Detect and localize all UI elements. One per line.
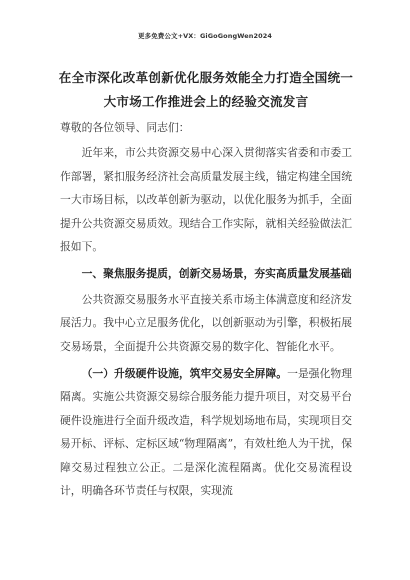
header-note: 更多免费公文+VX：GiGoGongWen2024 <box>138 32 272 40</box>
subsection-lead: （一）升级硬件设施，筑牢交易安全屏障。 <box>81 367 288 381</box>
salutation: 尊敬的各位领导、同志们： <box>60 121 190 134</box>
subsection-paragraph <box>60 362 352 502</box>
document-title: 在全市深化改革创新优化服务效能全力打造全国统一大市场工作推进会上的经验交流发言 <box>58 70 354 109</box>
subsection-text: 一是强化物理隔离。实施公共资源交易综合服务能力提升项目，对交易平台硬件设施进行全面升级改造，科学规划场地布局，实现项目交易开标、评标、定标区域“物理隔离”，有效杜绝人为干扰，保障交易过程独立公正。二是深化流程隔离。优化交易流程设计，明确各环节责任与权限，实现流 <box>60 367 353 498</box>
document-body <box>60 116 352 503</box>
section-heading: 一、聚焦服务提质，创新交易场景，夯实高质量发展基础 <box>81 267 352 281</box>
intro-paragraph: 近年来，市公共资源交易中心深入贯彻落实省委和市委工作部署，紧扣服务经济社会高质量发展主线，锚定构建全国统一大市场目标，以改革创新为驱动，以优化服务为抓手，全面提升公共资源交易质效。现结合工作实际，就相关经验做法汇报如下。 <box>60 146 352 254</box>
section-paragraph: 公共资源交易服务水平直接关系市场主体满意度和经济发展活力。我中心立足服务优化，以创新驱动为引擎，积极拓展交易场景，全面提升公共资源交易的数字化、智能化水平。 <box>60 292 352 353</box>
